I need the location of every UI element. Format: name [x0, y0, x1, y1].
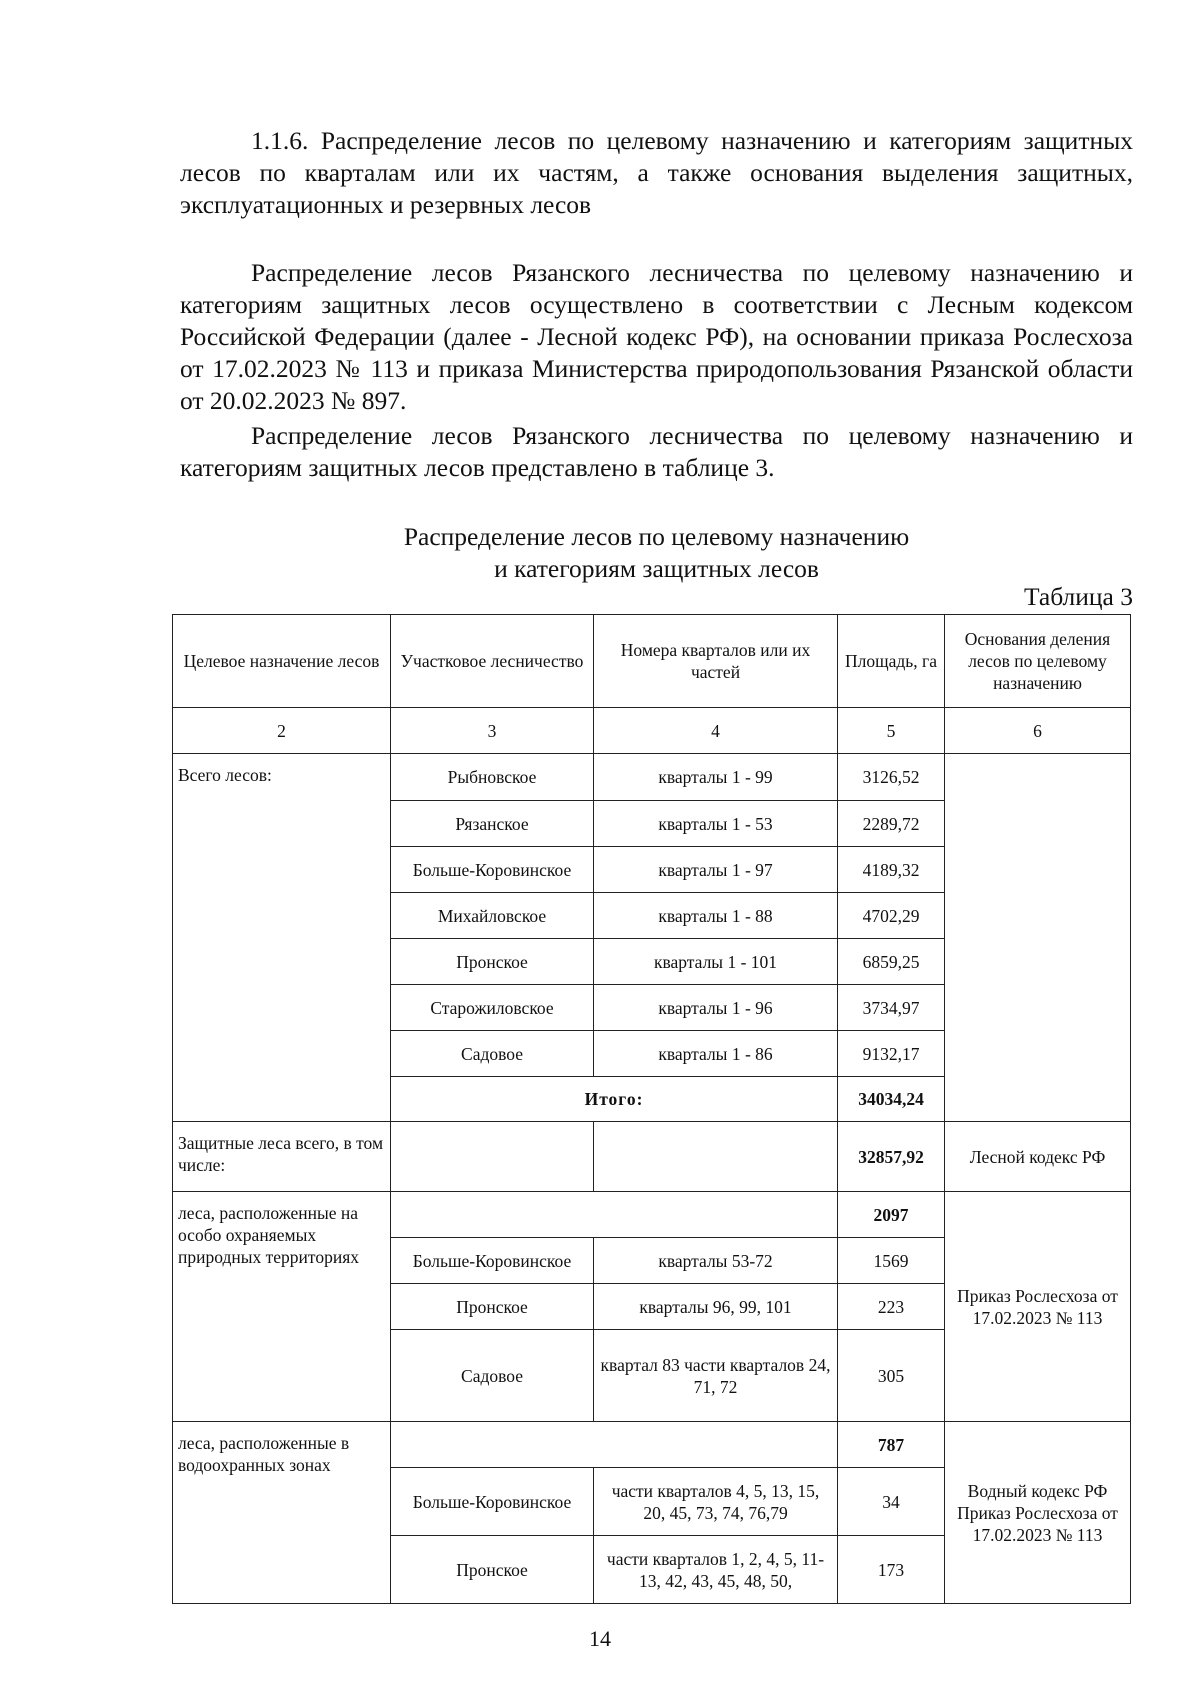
table-caption-line-2: и категориям защитных лесов [494, 554, 819, 583]
protected-areas-total: 2097 [838, 1192, 945, 1238]
area-cell: 305 [838, 1330, 945, 1422]
quarters-cell: кварталы 1 - 96 [594, 985, 838, 1031]
area-cell: 3126,52 [838, 754, 945, 801]
area-cell: 1569 [838, 1238, 945, 1284]
forestry-cell: Больше-Коровинское [391, 1468, 594, 1536]
forestry-cell: Пронское [391, 939, 594, 985]
forestry-cell: Михайловское [391, 893, 594, 939]
protective-area: 32857,92 [838, 1122, 945, 1192]
empty-cell [391, 1192, 838, 1238]
area-cell: 34 [838, 1468, 945, 1536]
total-label: Итого: [391, 1077, 838, 1122]
forestry-cell: Больше-Коровинское [391, 1238, 594, 1284]
table-caption [180, 521, 1133, 585]
column-number: 5 [838, 708, 945, 754]
water-zones-total-row [173, 1422, 1131, 1468]
protected-areas-basis: Приказ Рослесхоза от 17.02.2023 № 113 [945, 1192, 1131, 1422]
area-cell: 9132,17 [838, 1031, 945, 1077]
column-number-row [173, 708, 1131, 754]
quarters-cell: кварталы 1 - 101 [594, 939, 838, 985]
forestry-cell: Больше-Коровинское [391, 847, 594, 893]
column-number: 6 [945, 708, 1131, 754]
page-number: 14 [589, 1626, 611, 1651]
section-heading: 1.1.6. Распределение лесов по целевому назначению и категориям защитных лесов по кварталам или их частям, а также основания выделения защитных, эксплуатационных и резервных лесов [180, 126, 1133, 219]
paragraph-1: Распределение лесов Рязанского лесничества по целевому назначению и категориям защитных лесов осуществлено в соответствии с Лесным кодексом Российской Федерации (далее - Лесной кодекс РФ), на основании приказа Рослесхоза от 17.02.2023 № 113 и приказа Министерства природопользования Рязанской области от 20.02.2023 № 897. [180, 258, 1133, 415]
forestry-cell: Старожиловское [391, 985, 594, 1031]
total-area: 34034,24 [838, 1077, 945, 1122]
forestry-cell: Садовое [391, 1031, 594, 1077]
quarters-cell: кварталы 1 - 88 [594, 893, 838, 939]
quarters-cell: части кварталов 1, 2, 4, 5, 11-13, 42, 43, 45, 48, 50, [594, 1536, 838, 1604]
forestry-cell: Рыбновское [391, 754, 594, 801]
quarters-cell: квартал 83 части кварталов 24, 71, 72 [594, 1330, 838, 1422]
protected-areas-label: леса, расположенные на особо охраняемых природных территориях [173, 1192, 391, 1422]
quarters-cell: кварталы 1 - 53 [594, 801, 838, 847]
area-cell: 173 [838, 1536, 945, 1604]
column-number: 4 [594, 708, 838, 754]
quarters-cell: кварталы 1 - 86 [594, 1031, 838, 1077]
basis-cell-empty [945, 754, 1131, 1122]
area-cell: 4189,32 [838, 847, 945, 893]
area-cell: 223 [838, 1284, 945, 1330]
empty-cell [391, 1122, 594, 1192]
forestry-cell: Рязанское [391, 801, 594, 847]
empty-cell [391, 1422, 838, 1468]
water-zones-label: леса, расположенные в водоохранных зонах [173, 1422, 391, 1604]
quarters-cell: кварталы 1 - 99 [594, 754, 838, 801]
quarters-cell: кварталы 53-72 [594, 1238, 838, 1284]
protected-areas-total-row [173, 1192, 1131, 1238]
table-label: Таблица 3 [1023, 582, 1133, 611]
header-cell: Номера кварталов или их частей [594, 615, 838, 708]
table-row [173, 754, 1131, 801]
header-cell: Площадь, га [838, 615, 945, 708]
area-cell: 6859,25 [838, 939, 945, 985]
header-cell: Целевое назначение лесов [173, 615, 391, 708]
water-zones-basis: Водный кодекс РФ Приказ Рослесхоза от 17.02.2023 № 113 [945, 1422, 1131, 1604]
column-number: 2 [173, 708, 391, 754]
quarters-cell: части кварталов 4, 5, 13, 15, 20, 45, 73, 74, 76,79 [594, 1468, 838, 1536]
empty-cell [594, 1122, 838, 1192]
column-number: 3 [391, 708, 594, 754]
table-caption-line-1: Распределение лесов по целевому назначению [403, 522, 910, 551]
header-cell: Основания деления лесов по целевому назначению [945, 615, 1131, 708]
area-cell: 3734,97 [838, 985, 945, 1031]
forest-distribution-table [172, 614, 1131, 1604]
all-forests-label: Всего лесов: [173, 754, 391, 1122]
area-cell: 4702,29 [838, 893, 945, 939]
paragraph-2: Распределение лесов Рязанского лесничества по целевому назначению и категориям защитных лесов представлено в таблице 3. [180, 421, 1133, 482]
protective-row [173, 1122, 1131, 1192]
forestry-cell: Садовое [391, 1330, 594, 1422]
forestry-cell: Пронское [391, 1284, 594, 1330]
quarters-cell: кварталы 96, 99, 101 [594, 1284, 838, 1330]
protective-basis: Лесной кодекс РФ [945, 1122, 1131, 1192]
quarters-cell: кварталы 1 - 97 [594, 847, 838, 893]
protective-label: Защитные леса всего, в том числе: [173, 1122, 391, 1192]
table-header-row [173, 615, 1131, 708]
header-cell: Участковое лесничество [391, 615, 594, 708]
forestry-cell: Пронское [391, 1536, 594, 1604]
area-cell: 2289,72 [838, 801, 945, 847]
water-zones-total: 787 [838, 1422, 945, 1468]
